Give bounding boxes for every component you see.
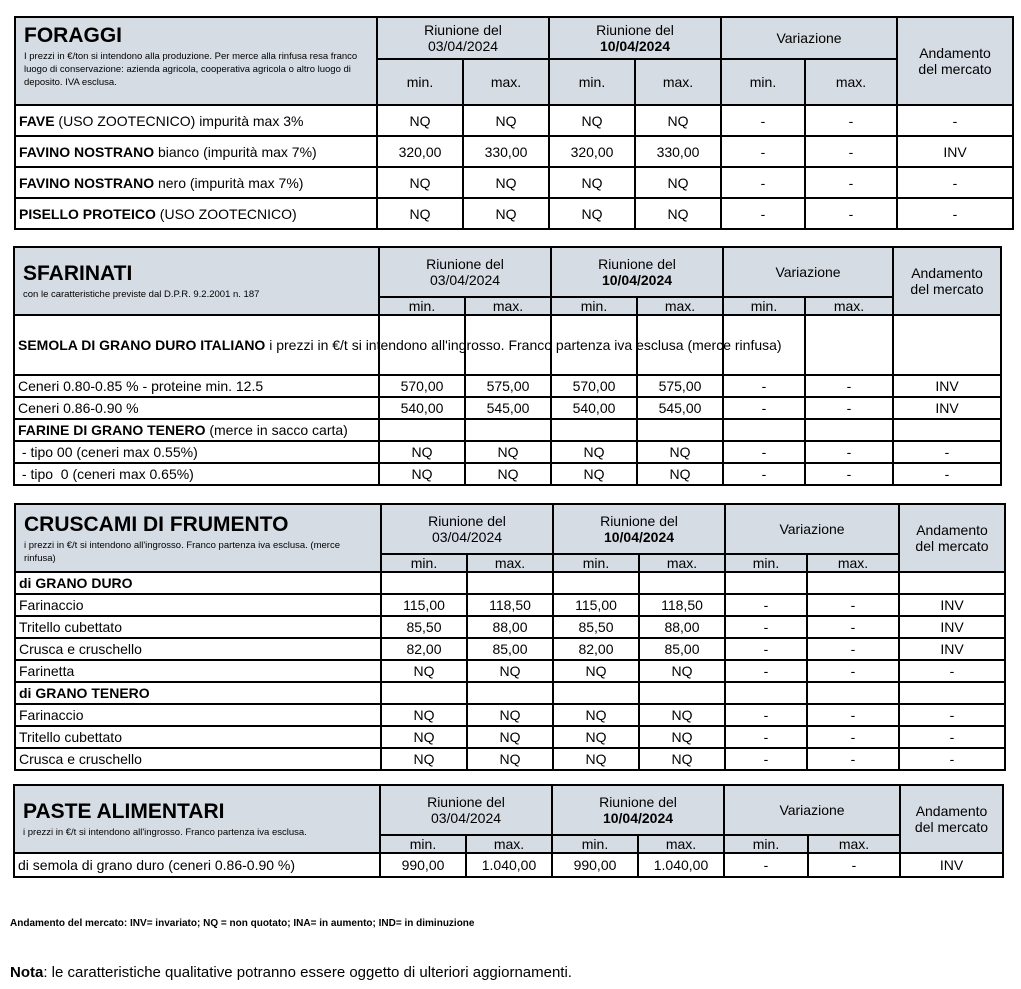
max-price-1-cell: NQ bbox=[465, 463, 551, 485]
max-price-2-cell: 330,00 bbox=[635, 136, 721, 167]
min-price-1-cell: NQ bbox=[381, 660, 467, 682]
min-price-2-cell: NQ bbox=[553, 726, 639, 748]
semola-group-label: SEMOLA DI GRANO DURO ITALIANO i prezzi in €/t si intendono all'ingrosso. Franco partenza iva esclusa (merce rinfusa) bbox=[14, 315, 379, 375]
max-price-2-cell: 1.040,00 bbox=[638, 853, 724, 877]
row-label: Crusca e cruschello bbox=[15, 748, 381, 770]
min-price-2-cell: NQ bbox=[549, 198, 635, 229]
foraggi-subtitle: I prezzi in €/ton si intendono alla produzione. Per merce alla rinfusa resa franco luogo di conservazione: azienda agricola, cooperativa agricola o altro luogo di deposito. IVA esclusa. bbox=[24, 51, 358, 88]
row-label: PISELLO PROTEICO (USO ZOOTECNICO) bbox=[15, 198, 377, 229]
variation-max-cell: - bbox=[807, 616, 899, 638]
max-header: max. bbox=[639, 554, 725, 572]
max-price-2-cell: 575,00 bbox=[637, 375, 723, 397]
max-price-1-cell: 88,00 bbox=[467, 616, 553, 638]
paste-table bbox=[13, 784, 1004, 878]
variation-min-cell: - bbox=[721, 105, 805, 136]
riunione-header-1: Riunione del 03/04/2024 bbox=[381, 504, 553, 554]
row-label: Ceneri 0.80-0.85 % - proteine min. 12.5 bbox=[14, 375, 379, 397]
min-price-2-cell: 320,00 bbox=[549, 136, 635, 167]
market-trend-cell: INV bbox=[897, 136, 1013, 167]
riunione-header-2: Riunione del 10/04/2024 bbox=[549, 17, 721, 59]
max-header: max. bbox=[805, 297, 893, 315]
min-price-1-cell: NQ bbox=[379, 463, 465, 485]
variazione-header: Variazione bbox=[721, 17, 897, 59]
table-row bbox=[15, 616, 1005, 638]
foraggi-table bbox=[14, 16, 1014, 230]
riunione-header-2: Riunione del 10/04/2024 bbox=[552, 785, 724, 835]
max-price-1-cell: 1.040,00 bbox=[466, 853, 552, 877]
variation-max-cell: - bbox=[808, 853, 900, 877]
max-price-2-cell: 88,00 bbox=[639, 616, 725, 638]
max-price-2-cell: NQ bbox=[635, 105, 721, 136]
sfarinati-header bbox=[14, 247, 379, 315]
max-price-2-cell: NQ bbox=[637, 441, 723, 463]
min-price-1-cell: NQ bbox=[377, 105, 463, 136]
cruscami-table bbox=[14, 503, 1006, 771]
market-trend-cell: - bbox=[893, 441, 1001, 463]
grano-duro-group-label: di GRANO DURO bbox=[15, 572, 381, 594]
min-price-2-cell: 82,00 bbox=[553, 638, 639, 660]
row-label: Ceneri 0.86-0.90 % bbox=[14, 397, 379, 419]
table-row bbox=[14, 441, 1001, 463]
foraggi-header bbox=[15, 17, 377, 105]
max-price-1-cell: NQ bbox=[463, 167, 549, 198]
andamento-header: Andamento del mercato bbox=[897, 17, 1013, 105]
min-price-1-cell: NQ bbox=[381, 748, 467, 770]
foraggi-title: FORAGGI bbox=[24, 24, 122, 47]
cruscami-header bbox=[15, 504, 381, 572]
min-price-2-cell: NQ bbox=[553, 660, 639, 682]
variation-min-cell: - bbox=[723, 397, 805, 419]
min-price-2-cell: NQ bbox=[549, 105, 635, 136]
table-row bbox=[15, 704, 1005, 726]
max-header: max. bbox=[805, 59, 897, 105]
riunione-header-1: Riunione del 03/04/2024 bbox=[379, 247, 551, 297]
min-price-1-cell: NQ bbox=[381, 726, 467, 748]
min-price-1-cell: NQ bbox=[381, 704, 467, 726]
table-row bbox=[15, 198, 1013, 229]
variation-max-cell: - bbox=[805, 105, 897, 136]
max-price-2-cell: NQ bbox=[637, 463, 723, 485]
market-trend-cell: INV bbox=[899, 616, 1005, 638]
farine-group-label: FARINE DI GRANO TENERO (merce in sacco carta) bbox=[14, 419, 379, 441]
max-header: max. bbox=[467, 554, 553, 572]
min-header: min. bbox=[721, 59, 805, 105]
row-label: - tipo 00 (ceneri max 0.55%) bbox=[14, 441, 379, 463]
max-price-1-cell: 118,50 bbox=[467, 594, 553, 616]
market-trend-cell: INV bbox=[899, 638, 1005, 660]
max-price-1-cell: NQ bbox=[465, 441, 551, 463]
min-header: min. bbox=[381, 554, 467, 572]
min-header: min. bbox=[380, 835, 466, 853]
paste-title: PASTE ALIMENTARI bbox=[23, 800, 225, 823]
max-price-2-cell: 85,00 bbox=[639, 638, 725, 660]
riunione-header-2: Riunione del 10/04/2024 bbox=[553, 504, 725, 554]
min-price-2-cell: NQ bbox=[551, 441, 637, 463]
max-price-2-cell: NQ bbox=[639, 704, 725, 726]
min-header: min. bbox=[724, 835, 808, 853]
variation-max-cell: - bbox=[807, 638, 899, 660]
market-trend-cell: - bbox=[897, 167, 1013, 198]
market-trend-cell: - bbox=[897, 198, 1013, 229]
variazione-header: Variazione bbox=[724, 785, 900, 835]
row-label: - tipo 0 (ceneri max 0.65%) bbox=[14, 463, 379, 485]
variation-min-cell: - bbox=[723, 463, 805, 485]
table-row bbox=[15, 638, 1005, 660]
min-header: min. bbox=[549, 59, 635, 105]
variation-max-cell: - bbox=[807, 660, 899, 682]
min-price-1-cell: 570,00 bbox=[379, 375, 465, 397]
min-price-1-cell: 540,00 bbox=[379, 397, 465, 419]
table-row bbox=[15, 105, 1013, 136]
riunione-header-2: Riunione del 10/04/2024 bbox=[551, 247, 723, 297]
market-trend-cell: - bbox=[899, 704, 1005, 726]
max-header: max. bbox=[635, 59, 721, 105]
min-price-2-cell: 540,00 bbox=[551, 397, 637, 419]
min-header: min. bbox=[552, 835, 638, 853]
min-price-1-cell: 82,00 bbox=[381, 638, 467, 660]
market-trend-cell: INV bbox=[900, 853, 1003, 877]
variation-max-cell: - bbox=[805, 463, 893, 485]
min-price-2-cell: 990,00 bbox=[552, 853, 638, 877]
table-row bbox=[15, 660, 1005, 682]
row-label: Tritello cubettato bbox=[15, 616, 381, 638]
max-price-2-cell: NQ bbox=[635, 167, 721, 198]
variation-max-cell: - bbox=[807, 594, 899, 616]
max-price-2-cell: 118,50 bbox=[639, 594, 725, 616]
max-price-1-cell: 575,00 bbox=[465, 375, 551, 397]
max-price-1-cell: NQ bbox=[467, 704, 553, 726]
max-price-2-cell: NQ bbox=[639, 726, 725, 748]
min-price-1-cell: NQ bbox=[377, 198, 463, 229]
table-row bbox=[15, 167, 1013, 198]
variation-min-cell: - bbox=[723, 441, 805, 463]
market-trend-cell: INV bbox=[893, 397, 1001, 419]
max-price-1-cell: NQ bbox=[467, 748, 553, 770]
variation-min-cell: - bbox=[721, 167, 805, 198]
variation-min-cell: - bbox=[725, 704, 807, 726]
min-price-1-cell: 115,00 bbox=[381, 594, 467, 616]
table-row bbox=[15, 594, 1005, 616]
variazione-header: Variazione bbox=[723, 247, 893, 297]
max-header: max. bbox=[808, 835, 900, 853]
row-label: FAVE (USO ZOOTECNICO) impurità max 3% bbox=[15, 105, 377, 136]
min-header: min. bbox=[379, 297, 465, 315]
variation-min-cell: - bbox=[723, 375, 805, 397]
table-row bbox=[15, 136, 1013, 167]
variation-max-cell: - bbox=[807, 704, 899, 726]
max-price-1-cell: NQ bbox=[467, 660, 553, 682]
variation-max-cell: - bbox=[805, 136, 897, 167]
variation-min-cell: - bbox=[725, 616, 807, 638]
max-price-2-cell: NQ bbox=[639, 660, 725, 682]
market-trend-cell: - bbox=[899, 726, 1005, 748]
variation-max-cell: - bbox=[805, 397, 893, 419]
min-price-2-cell: NQ bbox=[551, 463, 637, 485]
min-header: min. bbox=[551, 297, 637, 315]
market-trend-cell: - bbox=[897, 105, 1013, 136]
max-price-1-cell: NQ bbox=[463, 198, 549, 229]
max-header: max. bbox=[466, 835, 552, 853]
table-row bbox=[14, 853, 1003, 877]
paste-header bbox=[14, 785, 380, 853]
row-label: Farinetta bbox=[15, 660, 381, 682]
nota-text: Nota: le caratteristiche qualitative potranno essere oggetto di ulteriori aggiornamenti. bbox=[10, 964, 572, 981]
min-price-1-cell: 85,50 bbox=[381, 616, 467, 638]
max-price-1-cell: 545,00 bbox=[465, 397, 551, 419]
min-price-1-cell: NQ bbox=[377, 167, 463, 198]
max-price-1-cell: NQ bbox=[467, 726, 553, 748]
max-price-1-cell: 85,00 bbox=[467, 638, 553, 660]
variation-max-cell: - bbox=[805, 167, 897, 198]
min-price-2-cell: 85,50 bbox=[553, 616, 639, 638]
table-row bbox=[14, 375, 1001, 397]
table-row bbox=[14, 463, 1001, 485]
andamento-header: Andamento del mercato bbox=[899, 504, 1005, 572]
max-price-2-cell: NQ bbox=[635, 198, 721, 229]
min-price-2-cell: NQ bbox=[553, 704, 639, 726]
row-label: FAVINO NOSTRANO bianco (impurità max 7%) bbox=[15, 136, 377, 167]
riunione-header-1: Riunione del 03/04/2024 bbox=[377, 17, 549, 59]
andamento-header: Andamento del mercato bbox=[893, 247, 1001, 315]
sfarinati-title: SFARINATI bbox=[23, 262, 133, 285]
max-price-1-cell: NQ bbox=[463, 105, 549, 136]
legend-text: Andamento del mercato: INV= invariato; NQ = non quotato; INA= in aumento; IND= in diminuzione bbox=[10, 918, 475, 929]
min-price-1-cell: NQ bbox=[379, 441, 465, 463]
variation-max-cell: - bbox=[805, 375, 893, 397]
riunione-header-1: Riunione del 03/04/2024 bbox=[380, 785, 552, 835]
variation-max-cell: - bbox=[805, 198, 897, 229]
grano-tenero-group-label: di GRANO TENERO bbox=[15, 682, 381, 704]
row-label: FAVINO NOSTRANO nero (impurità max 7%) bbox=[15, 167, 377, 198]
min-header: min. bbox=[553, 554, 639, 572]
max-header: max. bbox=[638, 835, 724, 853]
min-price-2-cell: 570,00 bbox=[551, 375, 637, 397]
table-row bbox=[15, 726, 1005, 748]
variation-min-cell: - bbox=[721, 136, 805, 167]
market-trend-cell: INV bbox=[899, 594, 1005, 616]
variazione-header: Variazione bbox=[725, 504, 899, 554]
max-price-1-cell: 330,00 bbox=[463, 136, 549, 167]
variation-min-cell: - bbox=[725, 660, 807, 682]
variation-max-cell: - bbox=[805, 441, 893, 463]
min-header: min. bbox=[377, 59, 463, 105]
variation-min-cell: - bbox=[725, 638, 807, 660]
row-label: di semola di grano duro (ceneri 0.86-0.90 %) bbox=[14, 853, 380, 877]
market-trend-cell: - bbox=[893, 463, 1001, 485]
cruscami-subtitle: i prezzi in €/t si intendono all'ingrosso. Franco partenza iva esclusa. (merce rinfusa) bbox=[24, 540, 340, 564]
min-header: min. bbox=[723, 297, 805, 315]
min-price-2-cell: NQ bbox=[553, 748, 639, 770]
variation-min-cell: - bbox=[725, 748, 807, 770]
min-price-2-cell: NQ bbox=[549, 167, 635, 198]
min-header: min. bbox=[725, 554, 807, 572]
variation-min-cell: - bbox=[725, 726, 807, 748]
max-header: max. bbox=[807, 554, 899, 572]
variation-min-cell: - bbox=[724, 853, 808, 877]
variation-min-cell: - bbox=[725, 594, 807, 616]
table-row bbox=[15, 748, 1005, 770]
variation-min-cell: - bbox=[721, 198, 805, 229]
andamento-header: Andamento del mercato bbox=[900, 785, 1003, 853]
min-price-2-cell: 115,00 bbox=[553, 594, 639, 616]
row-label: Farinaccio bbox=[15, 594, 381, 616]
max-price-2-cell: 545,00 bbox=[637, 397, 723, 419]
max-price-2-cell: NQ bbox=[639, 748, 725, 770]
min-price-1-cell: 320,00 bbox=[377, 136, 463, 167]
row-label: Tritello cubettato bbox=[15, 726, 381, 748]
table-row bbox=[14, 397, 1001, 419]
variation-max-cell: - bbox=[807, 726, 899, 748]
cruscami-title: CRUSCAMI DI FRUMENTO bbox=[24, 513, 289, 536]
paste-subtitle: i prezzi in €/t si intendono all'ingrosso. Franco partenza iva esclusa. bbox=[23, 827, 307, 838]
market-trend-cell: - bbox=[899, 660, 1005, 682]
min-price-1-cell: 990,00 bbox=[380, 853, 466, 877]
row-label: Crusca e cruschello bbox=[15, 638, 381, 660]
market-trend-cell: INV bbox=[893, 375, 1001, 397]
variation-max-cell: - bbox=[807, 748, 899, 770]
sfarinati-table bbox=[13, 246, 1002, 486]
market-trend-cell: - bbox=[899, 748, 1005, 770]
row-label: Farinaccio bbox=[15, 704, 381, 726]
max-header: max. bbox=[463, 59, 549, 105]
sfarinati-subtitle: con le caratteristiche previste dal D.P.R. 9.2.2001 n. 187 bbox=[23, 289, 260, 300]
max-header: max. bbox=[637, 297, 723, 315]
max-header: max. bbox=[465, 297, 551, 315]
